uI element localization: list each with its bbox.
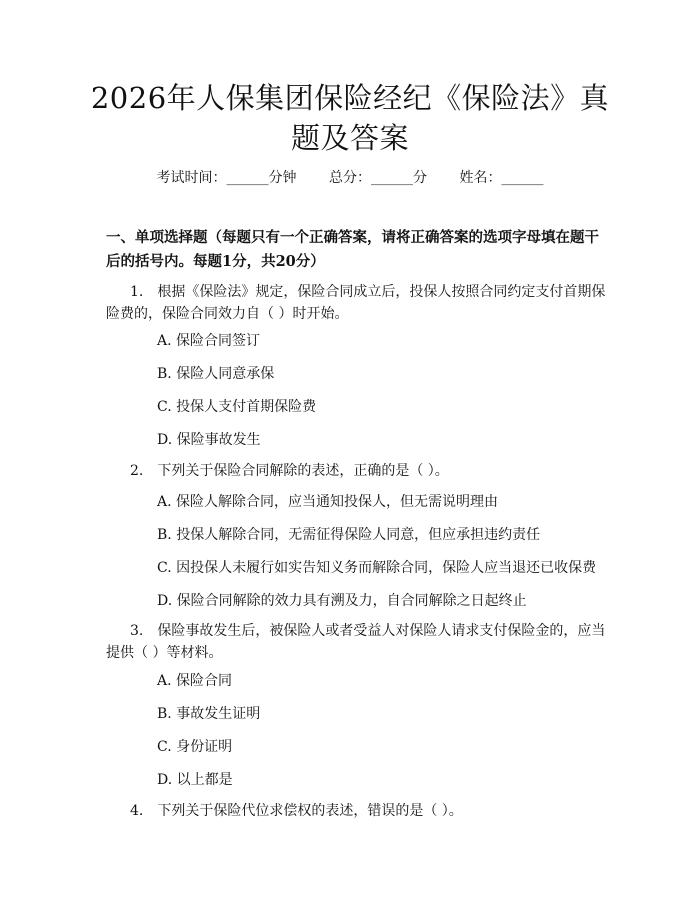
option-a: A. 保险合同签订	[157, 333, 261, 349]
option-b: B. 保险人同意承保	[157, 366, 275, 382]
exam-info-line	[0, 168, 700, 188]
option-d: D. 以上都是	[157, 772, 233, 788]
question-stem: 2. 下列关于保险合同解除的表述，正确的是（ ）。	[130, 463, 449, 479]
option-b: B. 投保人解除合同，无需征得保险人同意，但应承担违约责任	[157, 527, 541, 543]
option-a: A. 保险合同	[157, 673, 233, 689]
question-stem: 3. 保险事故发生后，被保险人或者受益人对保险人请求支付保险金的，应当提供（ ）等材料。	[106, 623, 606, 661]
question-stem: 4. 下列关于保险代位求偿权的表述，错误的是（ ）。	[130, 803, 463, 819]
option-c: C. 投保人支付首期保险费	[157, 399, 317, 415]
option-a: A. 保险人解除合同，应当通知投保人，但无需说明理由	[157, 494, 499, 510]
question-stem: 1. 根据《保险法》规定，保险合同成立后，投保人按照合同约定支付首期保险费的，保险合同效力自（ ）时开始。	[106, 284, 606, 322]
total-score-field: 总分：______分	[329, 170, 427, 186]
option-d: D. 保险合同解除的效力具有溯及力，自合同解除之日起终止	[157, 593, 527, 609]
section-heading: 一、单项选择题（每题只有一个正确答案，请将正确答案的选项字母填在题干后的括号内。每题1分，共20分）	[106, 229, 599, 270]
document-title: 2026年人保集团保险经纪《保险法》真题及答案	[90, 81, 610, 155]
name-field: 姓名：______	[459, 170, 544, 186]
option-c: C. 因投保人未履行如实告知义务而解除合同，保险人应当退还已收保费	[157, 560, 597, 576]
option-d: D. 保险事故发生	[157, 432, 261, 448]
option-b: B. 事故发生证明	[157, 706, 261, 722]
exam-time-field: 考试时间：______分钟	[156, 170, 297, 186]
option-c: C. 身份证明	[157, 739, 233, 755]
